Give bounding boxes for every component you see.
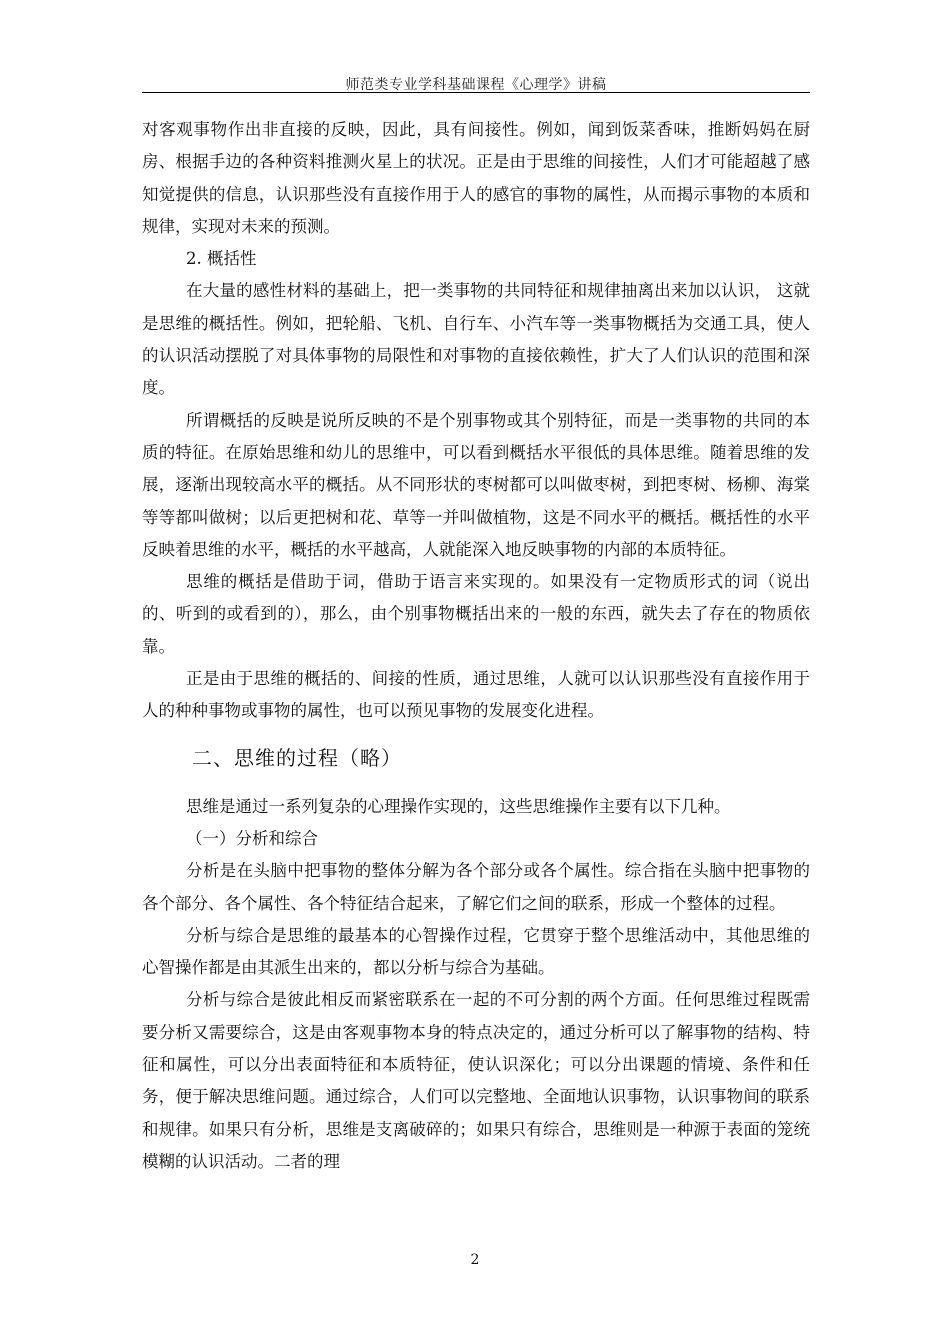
header-rule	[142, 92, 810, 93]
subheading-analysis-synthesis: （一）分析和综合	[186, 828, 318, 848]
paragraph: 在大量的感性材料的基础上，把一类事物的共同特征和规律抽离出来加以认识， 这就是思维的概括性。例如，把轮船、飞机、自行车、小汽车等一类事物概括为交通工具，使人的认识活动摆脱了对具体事物的局限性和对事物的直接依赖性，扩大了人们认识的范围和深度。	[142, 281, 810, 398]
section-heading: 二、思维的过程（略）	[192, 745, 402, 770]
paragraph: 对客观事物作出非直接的反映，因此，具有间接性。例如，闻到饭菜香味，推断妈妈在厨房、根据手边的各种资料推测火星上的状况。正是由于思维的间接性，人们才可能超越了感知觉提供的信息，认识那些没有直接作用于人的感官的事物的属性，从而揭示事物的本质和规律，实现对未来的预测。	[142, 120, 810, 236]
paragraph: 正是由于思维的概括的、间接的性质，通过思维，人就可以认识那些没有直接作用于人的种种事物或事物的属性，也可以预见事物的发展变化进程。	[142, 669, 810, 721]
subheading-generalization: 2. 概括性	[186, 249, 257, 269]
body-text	[142, 114, 810, 1178]
paragraph: 分析是在头脑中把事物的整体分解为各个部分或各个属性。综合指在头脑中把事物的各个部分、各个属性、各个特征结合起来，了解它们之间的联系，形成一个整体的过程。	[142, 861, 810, 913]
paragraph: 思维的概括是借助于词，借助于语言来实现的。如果没有一定物质形式的词（说出的、听到的或看到的），那么，由个别事物概括出来的一般的东西，就失去了存在的物质依靠。	[142, 572, 810, 656]
paragraph: 分析与综合是思维的最基本的心智操作过程，它贯穿于整个思维活动中，其他思维的心智操作都是由其派生出来的，都以分析与综合为基础。	[142, 925, 810, 978]
page-number: 2	[470, 1252, 480, 1268]
running-header: 师范类专业学科基础课程《心理学》讲稿	[345, 77, 607, 93]
paragraph: 分析与综合是彼此相反而紧密联系在一起的不可分割的两个方面。任何思维过程既需要分析又需要综合，这是由客观事物本身的特点决定的，通过分析可以了解事物的结构、特征和属性，可以分出表面特征和本质特征，使认识深化；可以分出课题的情境、条件和任务，便于解决思维问题。通过综合，人们可以完整地、全面地认识事物，认识事物间的联系和规律。如果只有分析，思维是支离破碎的；如果只有综合，思维则是一种源于表面的笼统模糊的认识活动。二者的理	[142, 990, 810, 1171]
paragraph: 所谓概括的反映是说所反映的不是个别事物或其个别特征，而是一类事物的共同的本质的特征。在原始思维和幼儿的思维中，可以看到概括水平很低的具体思维。随着思维的发展，逐渐出现较高水平的概括。从不同形状的枣树都可以叫做枣树，到把枣树、杨柳、海棠等等都叫做树；以后更把树和花、草等一并叫做植物，这是不同水平的概括。概括性的水平反映着思维的水平，概括的水平越高，人就能深入地反映事物的内部的本质特征。	[142, 410, 810, 559]
paragraph: 思维是通过一系列复杂的心理操作实现的，这些思维操作主要有以下几种。	[186, 796, 731, 816]
